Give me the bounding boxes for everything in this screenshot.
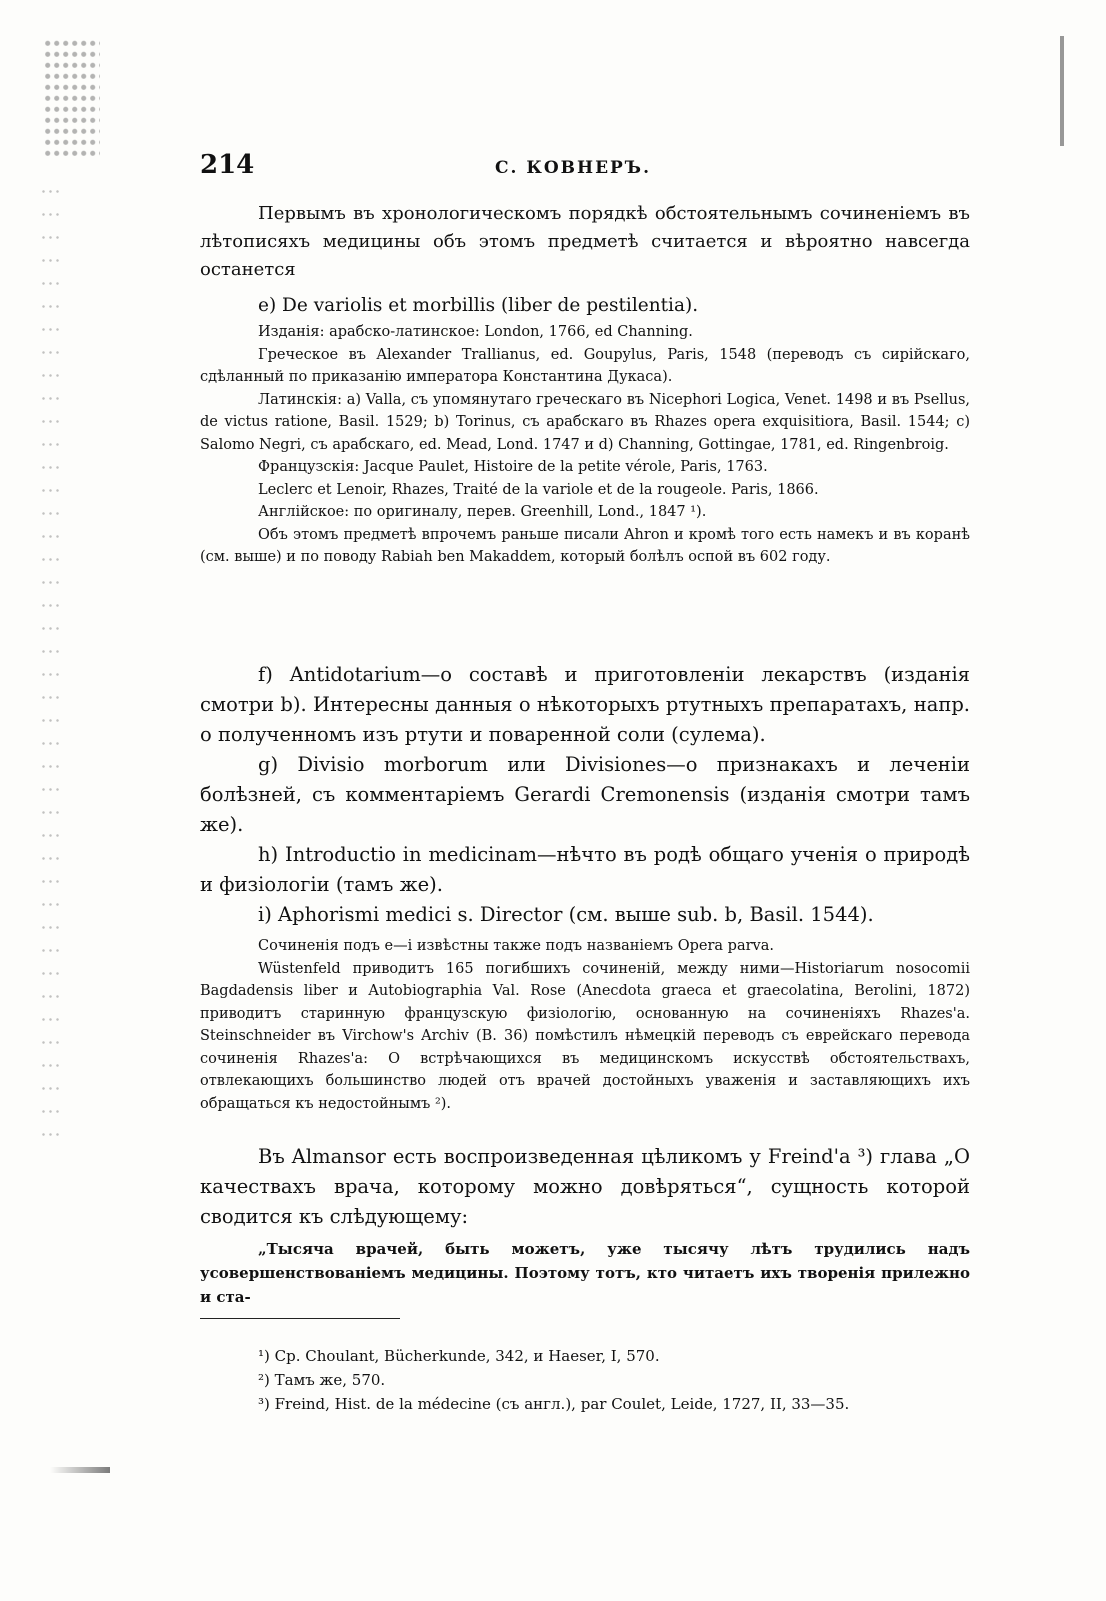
entries-f-i	[200, 660, 970, 930]
entry-i: i) Aphorismi medici s. Director (см. выше sub. b, Basil. 1544).	[258, 903, 874, 926]
almansor-block	[200, 1142, 970, 1232]
footnote-3: ³) Freind, Hist. de la médecine (съ англ.), par Coulet, Leide, 1727, II, 33—35.	[258, 1395, 850, 1413]
footnote-2: ²) Тамъ же, 570.	[258, 1371, 386, 1389]
almansor-paragraph: Въ Almansor есть воспроизведенная цѣликомъ у Freind'a ³) глава „О качествахъ врача, которому можно довѣряться“, сущность которой сводится къ слѣдующему:	[200, 1145, 970, 1228]
page-header	[200, 150, 980, 190]
intro-block	[200, 200, 970, 284]
editions-line: Изданія: арабско-латинское: London, 1766, ed Channing.	[258, 324, 693, 340]
entry-g: g) Divisio morborum или Divisiones—о признакахъ и леченіи болѣзней, съ комментаріемъ Gerardi Cremonensis (изданія смотри тамъ же).	[200, 753, 970, 836]
entry-h: h) Introductio in medicinam—нѣчто въ родѣ общаго ученія о природѣ и физіологіи (тамъ же).	[200, 843, 970, 896]
footnote-rule	[200, 1318, 400, 1319]
page-number: 214	[200, 150, 255, 180]
opera-parva-note: Сочиненія подъ e—i извѣстны также подъ названіемъ Opera parva.	[258, 938, 774, 954]
leclerc-edition: Leclerc et Lenoir, Rhazes, Traité de la variole et de la rougeole. Paris, 1866.	[258, 481, 819, 498]
running-title: С. КОВНЕРЪ.	[495, 158, 651, 178]
french-edition: Французскія: Jacque Paulet, Histoire de la petite vérole, Paris, 1763.	[258, 459, 768, 475]
intro-paragraph: Первымъ въ хронологическомъ порядкѣ обстоятельнымъ сочиненіемъ въ лѣтописяхъ медицины объ этомъ предметѣ считается и вѣроятно навсегда останется	[200, 203, 970, 280]
wustenfeld-note: Wüstenfeld приводитъ 165 погибшихъ сочиненій, между ними—Historiarum nosocomii Bagdadensis liber и Autobiographia Val. Rose (Anecdota graeca et graecolatina, Berolini, 1872) приводитъ старинную французскую физіологію, основанную на сочиненіяхъ Rhazes'a. Steinschneider въ Virchow's Archiv (B. 36) помѣстилъ нѣмецкій переводъ съ еврейскаго перевода сочиненія Rhazes'a: О встрѣчающихся въ медицинскомъ искусствѣ обстоятельствахъ, отвлекающихъ большинство людей отъ врачей достойныхъ уваженія и заставляющихъ ихъ обращаться къ недостойнымъ ²).	[200, 960, 970, 1112]
english-edition: Англійское: по оригиналу, перев. Greenhill, Lond., 1847 ¹).	[258, 504, 707, 520]
entry-f: f) Antidotarium—о составѣ и приготовленіи лекарствъ (изданія смотри b). Интересны данныя о нѣкоторыхъ ртутныхъ препаратахъ, напр. о полученномъ изъ ртути и поваренной соли (сулема).	[200, 663, 970, 746]
small-notes	[200, 935, 970, 1115]
scan-edge	[1060, 36, 1064, 146]
quote-block	[200, 1237, 970, 1309]
ahron-note: Объ этомъ предметѣ впрочемъ раньше писали Ahron и кромѣ того есть намекъ и въ коранѣ (см. выше) и по поводу Rabiah ben Makaddem, который болѣлъ оспой въ 602 году.	[200, 526, 970, 565]
footnote-1: ¹) Ср. Choulant, Bücherkunde, 342, и Haeser, I, 570.	[258, 1347, 660, 1365]
entry-e-heading: e) De variolis et morbillis (liber de pestilentia).	[258, 295, 699, 316]
greek-edition: Греческое въ Alexander Trallianus, ed. Goupylus, Paris, 1548 (переводъ съ сирійскаго, сдѣланный по приказанію императора Константина Дукаса).	[200, 346, 970, 385]
margin-noise	[40, 180, 62, 1140]
quote-paragraph: „Тысяча врачей, быть можетъ, уже тысячу лѣтъ трудились надъ усовершенствованіемъ медицины. Поэтому тотъ, кто читаетъ ихъ творенія прилежно и ста-	[200, 1240, 970, 1306]
scan-speckle	[45, 40, 100, 160]
scan-smudge	[50, 1467, 110, 1473]
latin-editions: Латинскія: a) Valla, съ упомянутаго греческаго въ Nicephori Logica, Venet. 1498 и въ Psellus, de victus ratione, Basil. 1529; b) Torinus, съ арабскаго въ Rhazes opera exquisitiora, Basil. 1544; c) Salomo Negri, съ арабскаго, ed. Mead, Lond. 1747 и d) Channing, Gottingae, 1781, ed. Ringenbroig.	[200, 391, 970, 453]
entry-e	[200, 291, 970, 569]
